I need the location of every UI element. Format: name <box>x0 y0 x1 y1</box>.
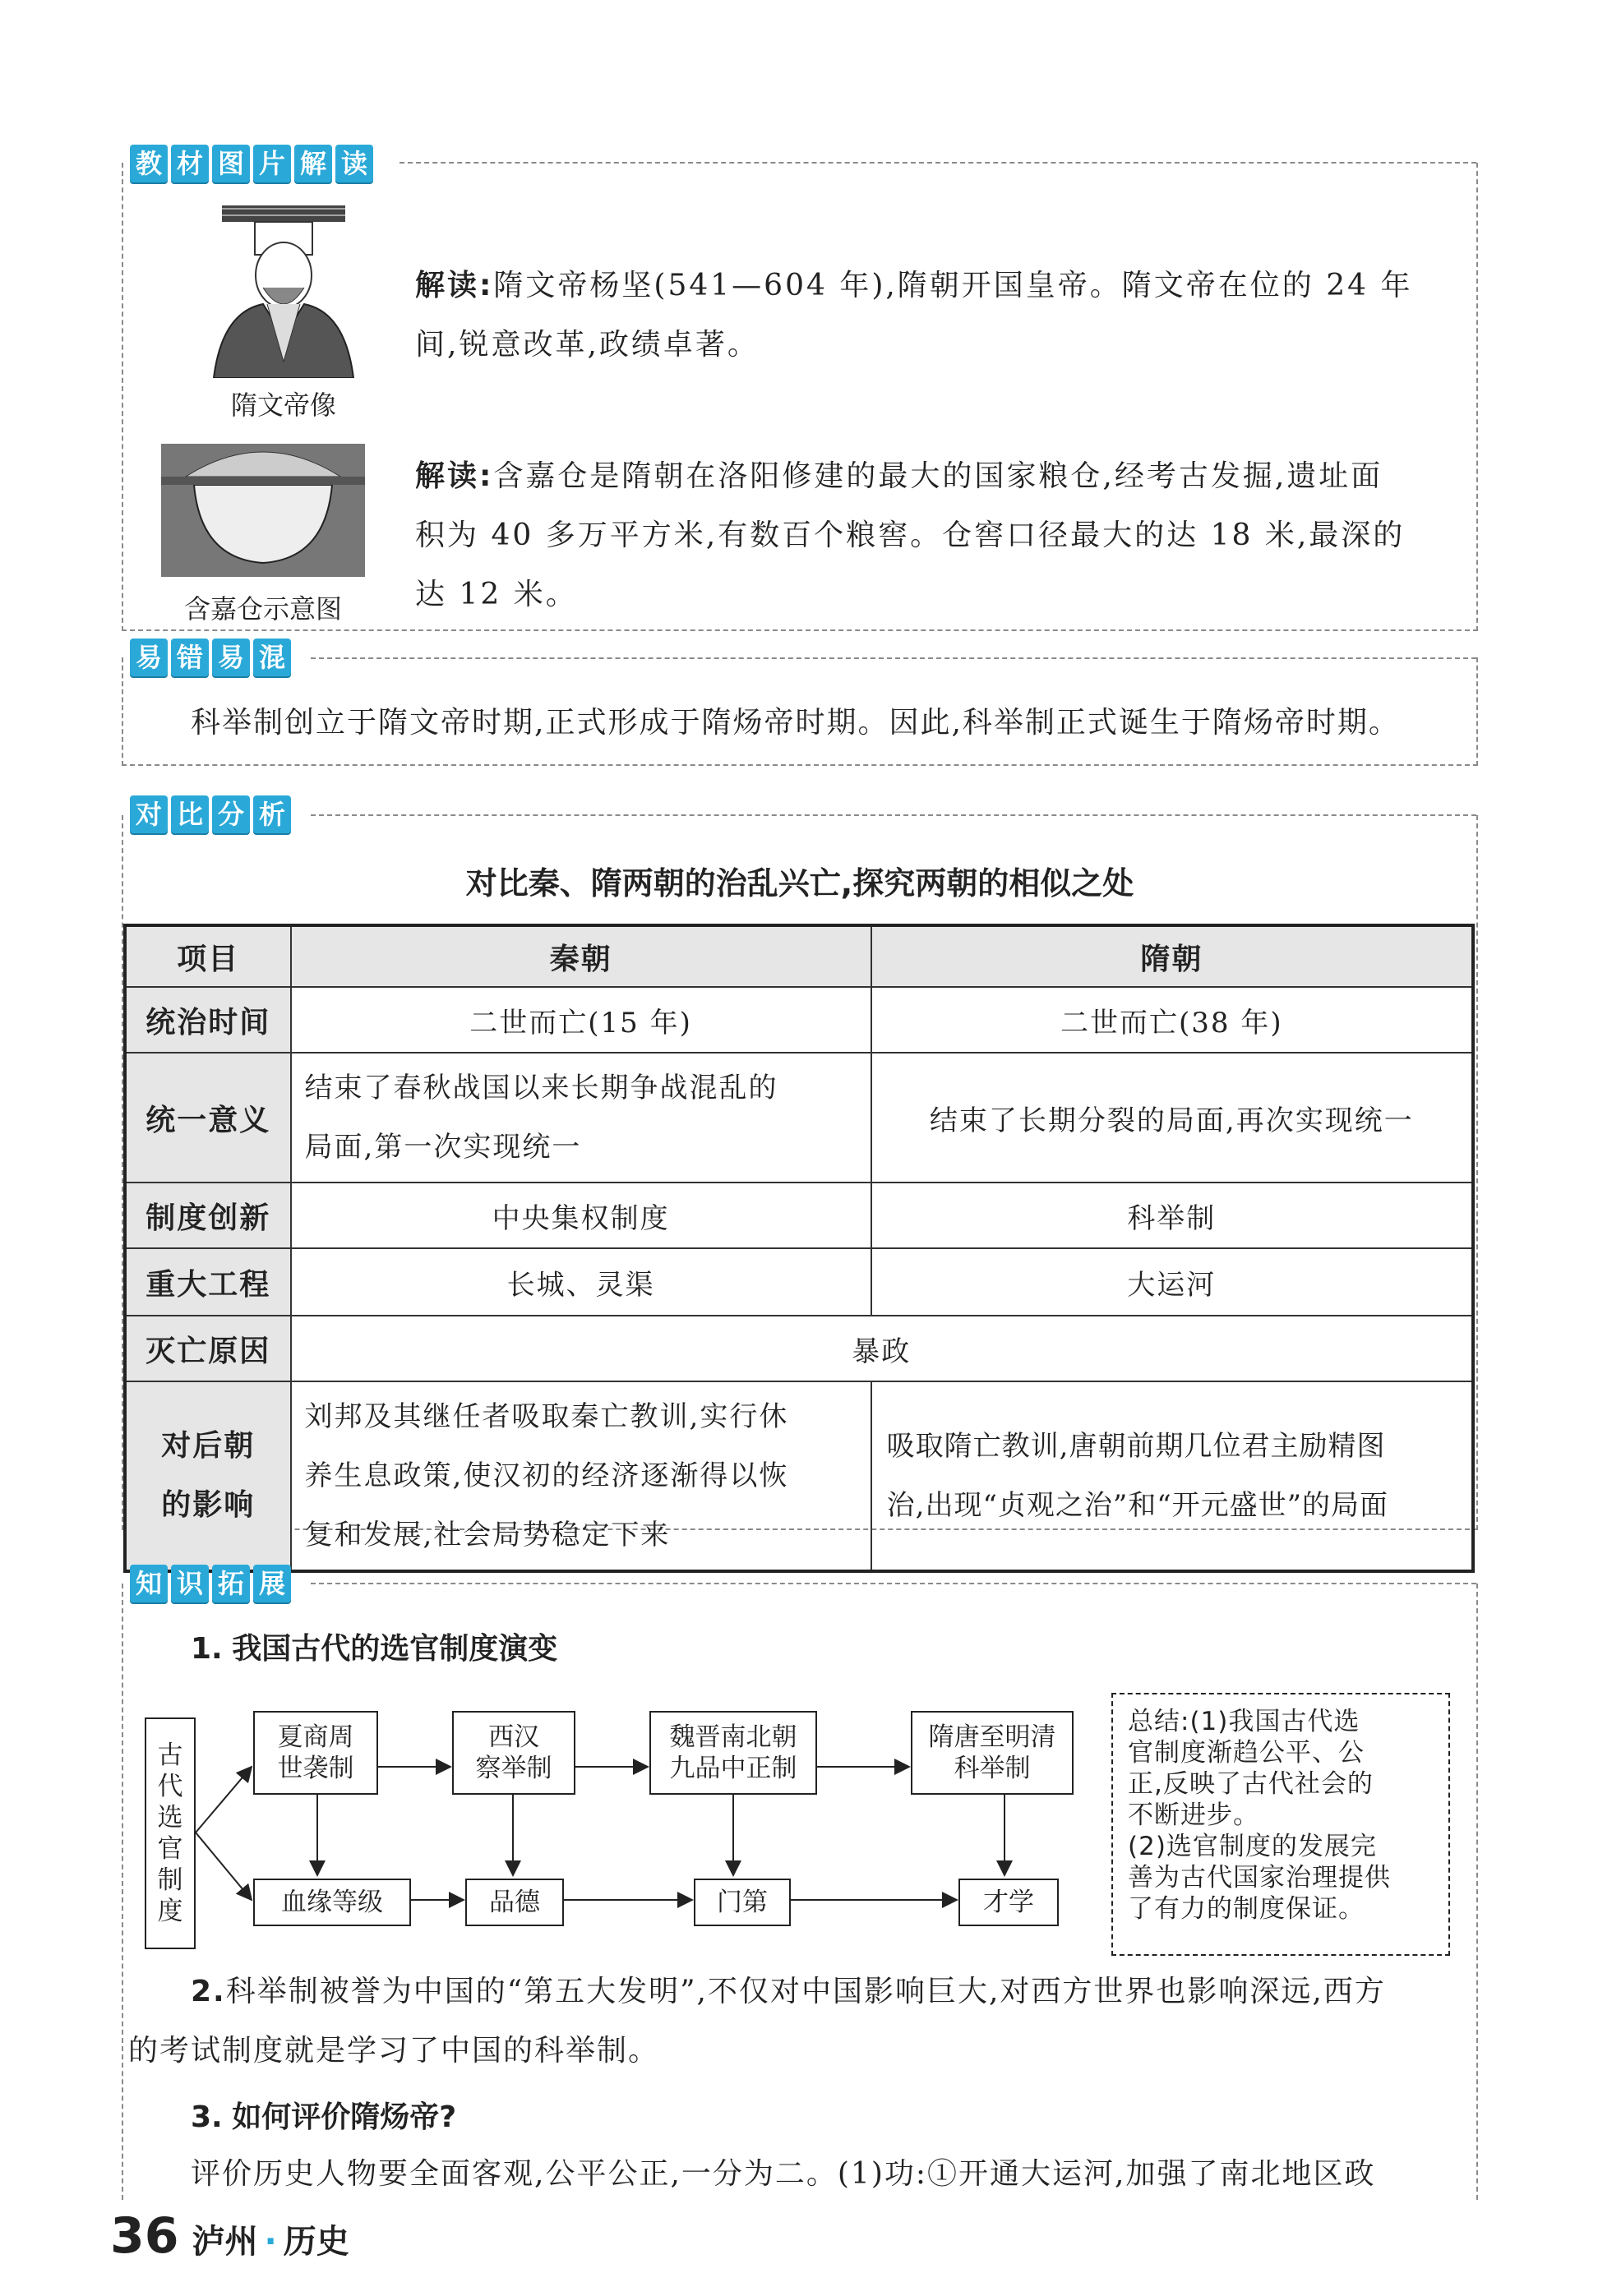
tag-char: 混 <box>253 639 291 676</box>
footer-subject: 历史 <box>283 2223 349 2261</box>
interpretation-line: 含嘉仓是隋朝在洛阳修建的最大的国家粮仓,经考古发掘,遗址面 <box>493 459 1383 493</box>
qin-cell: 中央集权制度 <box>291 1183 871 1248</box>
emperor-interpretation <box>415 256 1476 375</box>
table-header-cell: 秦朝 <box>291 925 871 987</box>
tag-char: 比 <box>171 795 209 833</box>
point1-heading: 1. 我国古代的选官制度演变 <box>191 1632 558 1666</box>
tag-char: 知 <box>130 1565 168 1602</box>
tag-char: 识 <box>171 1565 209 1602</box>
tag-char: 材 <box>171 145 209 182</box>
footer-region: 泸州 <box>192 2223 258 2261</box>
flow-box-xia-shang-zhou: 夏商周 世袭制 <box>253 1711 378 1795</box>
summary-box: 总结:(1)我国古代选 官制度渐趋公平、公 正,反映了古代社会的 不断进步。 (2)选官制度的发展完 善为古代国家治理提供 了有力的制度保证。 <box>1111 1693 1450 1956</box>
granary-caption: 含嘉仓示意图 <box>183 593 342 625</box>
tag-char: 片 <box>253 145 291 182</box>
row-label: 统治时间 <box>125 987 291 1053</box>
emperor-portrait-image <box>206 197 362 378</box>
point3-text: 评价历史人物要全面客观,公平公正,一分为二。(1)功:①开通大运河,加强了南北地区政 <box>191 2157 1376 2191</box>
point2-text: 2.科举制被誉为中国的“第五大发明”,不仅对中国影响巨大,对西方世界也影响深远,西方 的考试制度就是学习了中国的科举制。 <box>128 1975 1386 2068</box>
row-label: 灭亡原因 <box>125 1316 291 1381</box>
tag-char: 图 <box>212 145 250 182</box>
tag-char: 解 <box>294 145 332 182</box>
footer-dot: · <box>264 2223 277 2261</box>
qin-cell: 二世而亡(15 年) <box>291 987 871 1053</box>
table-row <box>125 1381 1473 1571</box>
row-label: 制度创新 <box>125 1183 291 1248</box>
tag-char: 展 <box>253 1565 291 1602</box>
tag-char: 拓 <box>212 1565 250 1602</box>
page-footer <box>110 2207 349 2265</box>
row-label: 重大工程 <box>125 1248 291 1316</box>
table-header-cell: 隋朝 <box>871 925 1473 987</box>
merged-cell: 暴政 <box>291 1316 1473 1381</box>
interpretation-line: 达 12 米。 <box>415 578 578 611</box>
tag-char: 易 <box>130 639 168 676</box>
qin-cell: 结束了春秋战国以来长期争战混乱的 局面,第一次实现统一 <box>291 1053 871 1183</box>
selection-system-diagram <box>145 1693 1460 1989</box>
interpretation-line: 积为 40 多万平方米,有数百个粮窖。仓窖口径最大的达 18 米,最深的 <box>415 519 1406 552</box>
tag-char: 教 <box>130 145 168 182</box>
sui-cell: 结束了长期分裂的局面,再次实现统一 <box>871 1053 1473 1183</box>
tag-char: 析 <box>253 795 291 833</box>
table-row <box>125 1316 1473 1381</box>
granary-diagram-image <box>161 444 365 577</box>
sui-cell: 吸取隋亡教训,唐朝前期几位君主励精图 治,出现“贞观之治”和“开元盛世”的局面 <box>871 1381 1473 1571</box>
qin-cell: 长城、灵渠 <box>291 1248 871 1316</box>
flow-box-wei-jin: 魏晋南北朝 九品中正制 <box>649 1711 817 1795</box>
row-label: 统一意义 <box>125 1053 291 1183</box>
easy-mistakes-text: 科举制创立于隋文帝时期,正式形成于隋炀帝时期。因此,科举制正式诞生于隋炀帝时期。 <box>191 706 1400 740</box>
table-header-cell: 项目 <box>125 925 291 987</box>
sui-cell: 二世而亡(38 年) <box>871 987 1473 1053</box>
interpretation-label: 解读: <box>415 269 494 302</box>
root-box: 古 代 选 官 制 度 <box>145 1717 196 1949</box>
qin-cell: 刘邦及其继任者吸取秦亡教训,实行休 养生息政策,使汉初的经济逐渐得以恢 复和发展,社会局势稳定下来 <box>291 1381 871 1571</box>
row-label: 对后朝 的影响 <box>125 1381 291 1571</box>
interpretation-line: 间,锐意改革,政绩卓著。 <box>415 328 760 362</box>
tag-char: 读 <box>335 145 373 182</box>
sui-cell: 大运河 <box>871 1248 1473 1316</box>
flow-box-sui-tang-ming-qing: 隋唐至明清 科举制 <box>911 1711 1074 1795</box>
table-row <box>125 1183 1473 1248</box>
point3-heading: 3. 如何评价隋炀帝? <box>191 2100 457 2134</box>
sui-cell: 科举制 <box>871 1183 1473 1248</box>
flow-box-western-han: 西汉 察举制 <box>452 1711 575 1795</box>
flow-box-virtue: 品德 <box>465 1879 564 1926</box>
flow-box-bloodline: 血缘等级 <box>253 1879 411 1926</box>
tag-char: 易 <box>212 639 250 676</box>
table-row <box>125 987 1473 1053</box>
interpretation-line: 隋文帝杨坚(541—604 年),隋朝开国皇帝。隋文帝在位的 24 年 <box>493 269 1413 302</box>
table-row <box>125 1053 1473 1183</box>
tag-char: 错 <box>171 639 209 676</box>
comparison-table <box>123 924 1475 1573</box>
tag-char: 对 <box>130 795 168 833</box>
tag-char: 分 <box>212 795 250 833</box>
page-number: 36 <box>110 2207 179 2265</box>
table-header-row <box>125 925 1473 987</box>
table-row <box>125 1248 1473 1316</box>
flow-box-talent: 才学 <box>958 1879 1059 1926</box>
emperor-caption: 隋文帝像 <box>230 390 336 421</box>
granary-interpretation <box>415 447 1476 625</box>
interpretation-label: 解读: <box>415 459 494 493</box>
flow-box-family-status: 门第 <box>694 1879 791 1926</box>
comparison-title: 对比秦、隋两朝的治乱兴亡,探究两朝的相似之处 <box>465 865 1134 901</box>
